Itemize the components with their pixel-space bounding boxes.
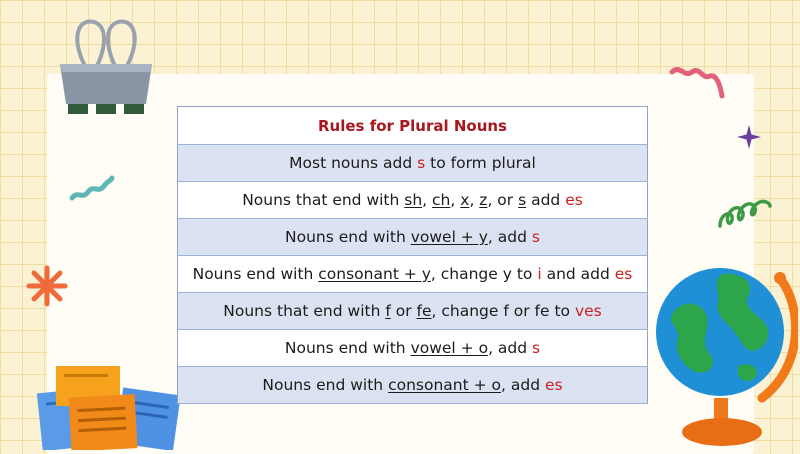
table-row	[178, 293, 648, 330]
rule-7	[178, 367, 648, 404]
rule-text: Nouns end with	[285, 228, 411, 246]
rule-4	[178, 256, 648, 293]
rule-ending: vowel + y	[410, 228, 488, 246]
rule-suffix: es	[614, 265, 633, 283]
rule-5	[178, 293, 648, 330]
rule-text: Most nouns add	[289, 154, 418, 172]
asterisk-orange-icon	[25, 264, 69, 308]
table-row	[178, 182, 648, 219]
rule-ending: fe	[416, 302, 432, 320]
sparkle-star-icon	[737, 125, 761, 149]
rule-text: ,	[469, 191, 480, 209]
rule-suffix: s	[417, 154, 426, 172]
rule-text: Nouns that end with	[242, 191, 405, 209]
rule-suffix: i	[537, 265, 542, 283]
rule-text: ,	[422, 191, 433, 209]
rule-ending: consonant + o	[388, 376, 501, 394]
sticky-notes-icon	[30, 362, 180, 450]
table-row	[178, 256, 648, 293]
rule-ending: sh	[404, 191, 423, 209]
rule-text: Nouns end with	[262, 376, 389, 394]
rule-suffix: ves	[574, 302, 602, 320]
rule-ending: x	[460, 191, 470, 209]
rule-text: ,	[450, 191, 461, 209]
rule-ending: ch	[432, 191, 451, 209]
rule-6	[178, 330, 648, 367]
rule-suffix: s	[531, 228, 540, 246]
rule-ending: s	[518, 191, 527, 209]
plural-rules-table	[177, 106, 648, 404]
rule-text: and add	[541, 265, 615, 283]
table-row	[178, 330, 648, 367]
rule-text: Nouns end with	[284, 339, 411, 357]
rule-text: Nouns end with	[192, 265, 319, 283]
table-header-row	[178, 107, 648, 145]
globe-icon	[652, 258, 798, 450]
table-title: Rules for Plural Nouns	[178, 107, 648, 145]
rule-suffix: es	[544, 376, 563, 394]
rule-text: add	[526, 191, 566, 209]
rule-text: , or	[487, 191, 519, 209]
rule-1	[178, 145, 648, 182]
rule-text: , add	[501, 376, 545, 394]
rule-text: , add	[488, 339, 533, 357]
table-row	[178, 145, 648, 182]
binder-clip-icon	[50, 8, 162, 120]
squiggle-teal-icon	[68, 172, 116, 204]
rule-2	[178, 182, 648, 219]
rule-ending: f	[385, 302, 391, 320]
rule-text: , change y to	[430, 265, 538, 283]
rule-text: , change f or fe to	[431, 302, 575, 320]
rule-suffix: s	[532, 339, 541, 357]
rule-suffix: es	[565, 191, 583, 209]
rule-3	[178, 219, 648, 256]
rule-ending: z	[479, 191, 488, 209]
rule-text: , add	[487, 228, 532, 246]
table-row	[178, 219, 648, 256]
rule-ending: vowel + o	[410, 339, 489, 357]
loop-green-icon	[716, 196, 774, 234]
rule-text: or	[390, 302, 417, 320]
rule-text: to form plural	[425, 154, 536, 172]
rule-text: Nouns that end with	[223, 302, 386, 320]
squiggle-pink-icon	[668, 62, 728, 104]
table-row	[178, 367, 648, 404]
rule-ending: consonant + y	[318, 265, 431, 283]
